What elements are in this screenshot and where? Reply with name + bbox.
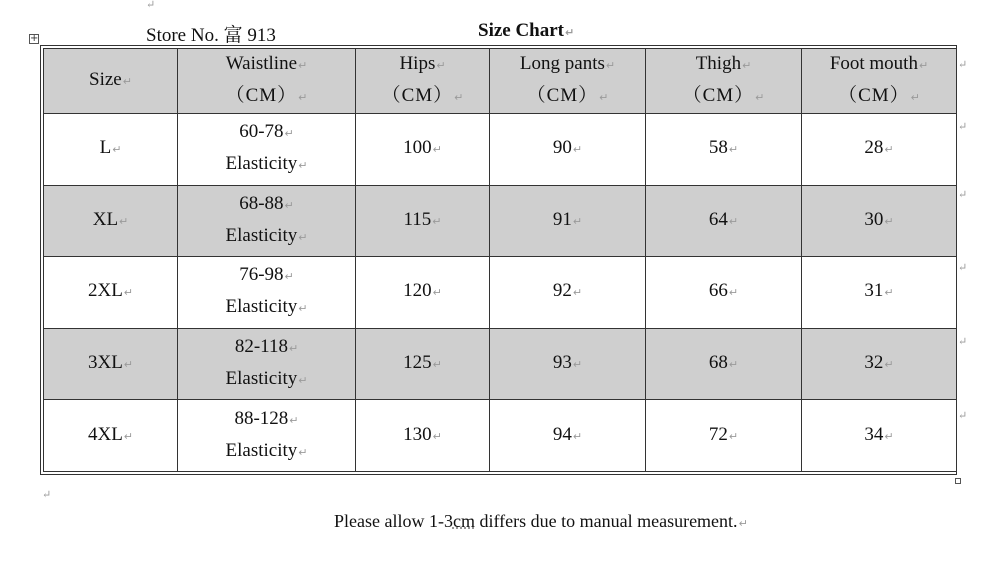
column-header-waistline: Waistline↵ （CM）↵	[178, 49, 356, 114]
row-end-mark: ↵	[958, 121, 968, 133]
size-table	[43, 48, 957, 472]
size-cell: L↵	[44, 114, 178, 186]
waistline-cell: 60-78↵ Elasticity↵	[178, 114, 356, 186]
store-number	[146, 20, 276, 47]
table-header-row	[44, 49, 957, 114]
paragraph-mark: ↵	[738, 517, 748, 530]
hips-cell: 100↵	[356, 114, 490, 186]
table-move-handle-icon[interactable]: +	[30, 33, 39, 44]
waistline-cell: 82-118↵ Elasticity↵	[178, 328, 356, 400]
waistline-cell: 68-88↵ Elasticity↵	[178, 185, 356, 257]
foot-mouth-cell: 28↵	[802, 114, 957, 186]
foot-mouth-cell: 30↵	[802, 185, 957, 257]
column-header-long-pants: Long pants↵ （CM）↵	[490, 49, 646, 114]
size-cell: 2XL↵	[44, 257, 178, 329]
page-title-text: Size Chart	[478, 20, 565, 41]
hips-cell: 125↵	[356, 328, 490, 400]
waistline-cell: 76-98↵ Elasticity↵	[178, 257, 356, 329]
waistline-cell: 88-128↵ Elasticity↵	[178, 400, 356, 472]
foot-mouth-cell: 31↵	[802, 257, 957, 329]
row-end-mark: ↵	[958, 262, 968, 274]
foot-mouth-cell: 32↵	[802, 328, 957, 400]
row-end-mark: ↵	[958, 59, 968, 71]
table-row	[44, 185, 957, 257]
size-cell: 4XL↵	[44, 400, 178, 472]
size-chart-table	[40, 45, 957, 475]
paragraph-mark-empty: ↵	[42, 489, 52, 501]
thigh-cell: 66↵	[646, 257, 802, 329]
column-header-size: Size↵	[44, 49, 178, 114]
column-header-hips: Hips↵ （CM）↵	[356, 49, 490, 114]
table-row	[44, 114, 957, 186]
long-pants-cell: 90↵	[490, 114, 646, 186]
column-header-foot-mouth: Foot mouth↵ （CM）↵	[802, 49, 957, 114]
thigh-cell: 72↵	[646, 400, 802, 472]
store-number-text: Store No. 富 913	[146, 25, 276, 46]
long-pants-cell: 91↵	[490, 185, 646, 257]
row-end-mark: ↵	[958, 189, 968, 201]
table-row	[44, 400, 957, 472]
row-end-mark: ↵	[958, 336, 968, 348]
paragraph-mark-top: ↵	[146, 0, 156, 11]
measurement-note: Please allow 1-3cm differs due to manual measurement.↵	[334, 511, 748, 531]
paragraph-mark: ↵	[565, 26, 575, 39]
foot-mouth-cell: 34↵	[802, 400, 957, 472]
size-cell: 3XL↵	[44, 328, 178, 400]
table-row	[44, 328, 957, 400]
thigh-cell: 68↵	[646, 328, 802, 400]
long-pants-cell: 94↵	[490, 400, 646, 472]
hips-cell: 120↵	[356, 257, 490, 329]
page-title	[478, 20, 574, 42]
hips-cell: 130↵	[356, 400, 490, 472]
row-end-mark: ↵	[958, 410, 968, 422]
size-cell: XL↵	[44, 185, 178, 257]
long-pants-cell: 92↵	[490, 257, 646, 329]
thigh-cell: 58↵	[646, 114, 802, 186]
column-header-thigh: Thigh↵ （CM）↵	[646, 49, 802, 114]
table-resize-handle-icon[interactable]	[955, 478, 961, 484]
hips-cell: 115↵	[356, 185, 490, 257]
thigh-cell: 64↵	[646, 185, 802, 257]
table-row	[44, 257, 957, 329]
long-pants-cell: 93↵	[490, 328, 646, 400]
